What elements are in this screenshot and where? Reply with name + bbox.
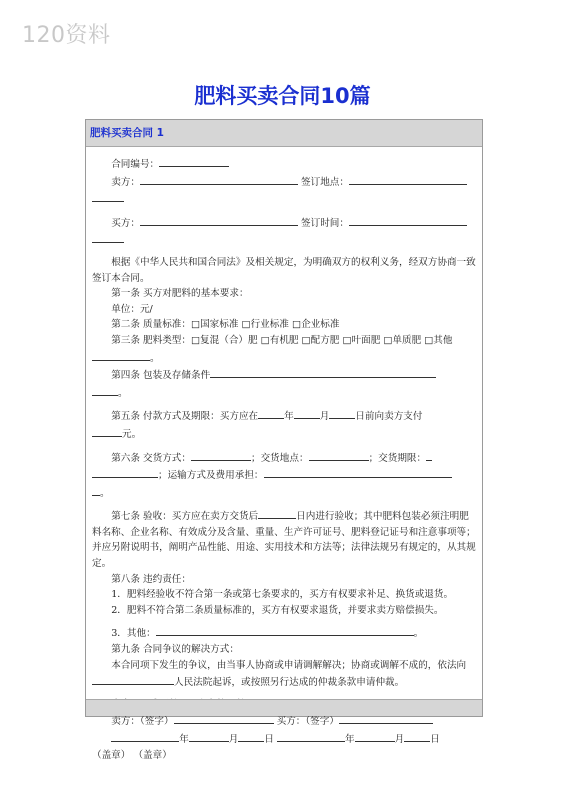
sign-time-label: 签订时间： xyxy=(301,217,349,229)
year-unit: 年 xyxy=(345,734,355,745)
section-title: 肥料买卖合同 1 xyxy=(86,120,482,147)
storage-blank xyxy=(210,366,436,378)
article-7-body: 日内进行验收；其中肥料包装必须注明肥料名称、企业名称、有效成分及含量、重量、生产许可证号、肥料登记证号和注意事项等；并应另附说明书，阐明产品性能、用途、实用技术和方法等；法律法规另有规定的，从其规定。 xyxy=(92,511,476,570)
contract-no-line xyxy=(92,155,476,173)
end-mark: 。 xyxy=(118,387,128,399)
article-4-overflow xyxy=(92,384,476,402)
article-8-item-3 xyxy=(92,624,476,642)
article-4-text: 第四条 包装及存储条件 xyxy=(111,370,211,382)
pay-day-blank xyxy=(329,407,355,419)
checkbox-national-standard[interactable]: □国家标准 xyxy=(191,319,239,331)
seller-signature-label: 卖方：（签字） xyxy=(111,716,174,728)
seller-overflow-line xyxy=(92,190,476,208)
overflow-blank-4 xyxy=(92,484,100,496)
frame-footer xyxy=(86,699,482,716)
seller-year-blank xyxy=(111,730,179,742)
day-unit: 日 xyxy=(264,734,274,745)
day-unit: 日 xyxy=(430,734,440,745)
year-unit: 年 xyxy=(284,411,294,423)
seller-month-blank xyxy=(189,730,229,742)
buyer-label: 买方： xyxy=(111,217,140,229)
sign-time-blank xyxy=(349,214,467,226)
sign-place-blank xyxy=(349,173,467,185)
article-8-item-2: 2．肥料不符合第二条质量标准的，买方有权要求退货，并要求卖方赔偿损失。 xyxy=(111,604,444,616)
inspection-days-blank xyxy=(258,507,296,519)
checkbox-industry-standard[interactable]: □行业标准 xyxy=(241,319,289,331)
article-2-label: 第二条 质量标准： xyxy=(111,319,191,331)
intro-paragraph: 根据《中华人民共和国合同法》及相关规定，为明确双方的权利义务，经双方协商一致签订本合同。 xyxy=(92,256,476,284)
article-3 xyxy=(92,333,476,366)
seller-label: 卖方： xyxy=(111,176,140,188)
article-6-line-2 xyxy=(92,466,476,484)
checkbox-enterprise-standard[interactable]: □企业标准 xyxy=(292,319,340,331)
article-9: 第九条 合同争议的解决方式： xyxy=(111,644,239,656)
month-unit: 月 xyxy=(319,411,330,423)
delivery-method-blank xyxy=(191,449,251,461)
delivery-period-label: ；交货期限： xyxy=(368,452,427,464)
stamp-line xyxy=(92,748,476,764)
buyer-signature-label: 买方：（签字） xyxy=(276,716,339,728)
pay-month-blank xyxy=(294,407,320,419)
article-1: 第一条 买方对肥料的基本要求： xyxy=(111,288,249,300)
delivery-place-blank xyxy=(309,449,369,461)
contract-frame xyxy=(85,119,483,761)
transport-blank xyxy=(264,466,452,478)
buyer-overflow-line xyxy=(92,231,476,249)
buyer-day-blank xyxy=(404,730,430,742)
article-3-text: 第三条 肥料类型：□复混（合）肥 □有机肥 □配方肥 □叶面肥 □单质肥 □其他 xyxy=(111,334,453,346)
dispute-text-b: 人民法院起诉，或按照另行达成的仲裁条款申请仲裁。 xyxy=(174,677,405,689)
delivery-place-label: ；交货地点： xyxy=(251,452,309,464)
sign-place-label: 签订地点： xyxy=(301,176,349,188)
delivery-period-blank-2 xyxy=(92,466,158,478)
seller-line xyxy=(92,173,476,191)
other-label: 3．其他： xyxy=(111,628,156,640)
overflow-blank-3 xyxy=(92,384,118,396)
year-unit: 年 xyxy=(179,734,189,745)
month-unit: 月 xyxy=(228,734,239,745)
article-5 xyxy=(92,407,476,425)
article-6-overflow xyxy=(92,484,476,502)
article-9-body xyxy=(92,658,476,691)
contract-no-label: 合同编号： xyxy=(111,159,160,170)
overflow-blank-2 xyxy=(92,231,124,243)
seller-day-blank xyxy=(238,730,264,742)
article-8: 第八条 违约责任： xyxy=(111,573,191,585)
buyer-month-blank xyxy=(355,730,395,742)
article-2 xyxy=(92,317,476,333)
seller-stamp: （盖章） xyxy=(92,749,131,761)
court-blank xyxy=(92,673,174,685)
watermark: 120资料 xyxy=(22,23,111,48)
delivery-method-label: 第六条 交货方式： xyxy=(111,452,191,464)
end-mark: 。 xyxy=(413,628,424,640)
date-line xyxy=(92,730,476,748)
pay-year-blank xyxy=(258,407,284,419)
buyer-stamp: （盖章） xyxy=(133,749,172,761)
article-7 xyxy=(92,507,476,571)
overflow-blank-1 xyxy=(92,190,124,202)
yuan-unit: 元。 xyxy=(122,428,142,440)
document-title: 肥料买卖合同10篇 xyxy=(194,84,371,108)
article-8-item-1: 1．肥料经验收不符合第一条或第七条要求的，买方有权要求补足、换货或退货。 xyxy=(111,589,454,601)
other-blank xyxy=(156,624,414,636)
article-6 xyxy=(92,449,476,467)
buyer-line xyxy=(92,214,476,232)
seller-blank xyxy=(140,173,298,185)
amount-blank xyxy=(92,425,122,437)
other-type-blank xyxy=(92,349,150,361)
end-mark: 。 xyxy=(100,487,110,499)
pay-to-text: 日前向卖方支付 xyxy=(355,411,423,423)
unit-line: 单位：元/ xyxy=(111,303,153,315)
dispute-text-a: 本合同项下发生的争议，由当事人协商或申请调解解决；协商或调解不成的，依法向 xyxy=(111,659,467,671)
article-7-text: 第七条 验收：买方应在卖方交货后 xyxy=(111,511,259,523)
contract-no-blank xyxy=(159,155,229,167)
buyer-year-blank xyxy=(277,730,345,742)
transport-label: ；运输方式及费用承担： xyxy=(158,470,264,482)
article-4 xyxy=(92,366,476,384)
month-unit: 月 xyxy=(394,734,405,745)
article-5-text: 第五条 付款方式及期限：买方应在 xyxy=(111,411,259,423)
article-5-overflow xyxy=(92,425,476,443)
contract-body xyxy=(86,147,482,763)
end-mark: 。 xyxy=(150,352,160,364)
buyer-blank xyxy=(140,214,298,226)
delivery-period-blank xyxy=(426,449,432,461)
